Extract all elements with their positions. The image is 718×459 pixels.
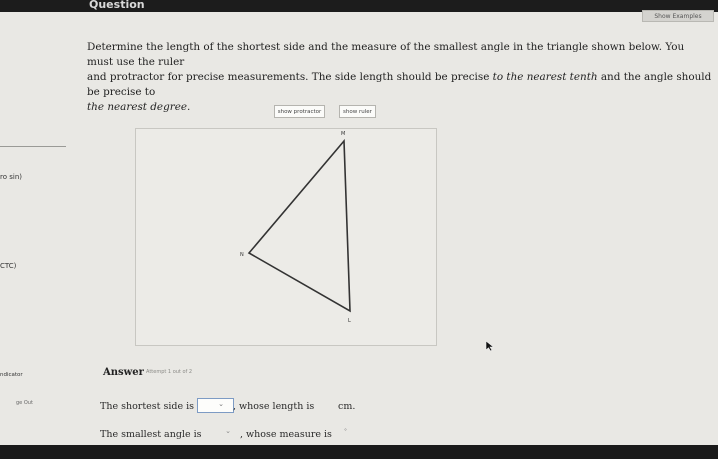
prompt-line (87, 70, 712, 100)
triangle-figure (136, 129, 438, 347)
prompt-line (87, 100, 712, 115)
vertex-label-m: M (341, 131, 346, 137)
side-unit-text: cm. (338, 401, 356, 412)
angle-middle-text: , whose measure is (240, 429, 332, 440)
shortest-side-select[interactable] (197, 398, 234, 413)
question-prompt (87, 40, 712, 115)
show-examples-button[interactable]: Show Examples (642, 10, 714, 22)
smallest-angle-select[interactable] (200, 427, 237, 441)
show-protractor-button[interactable]: show protractor (274, 105, 325, 118)
bottom-bar (0, 445, 718, 459)
prompt-text: and protractor for precise measurements. The side length should be precise (87, 71, 493, 83)
drawing-canvas[interactable] (135, 128, 437, 346)
triangle-shape (249, 141, 350, 311)
side-middle-text: , whose length is (233, 401, 315, 412)
sidebar-label: ro sin) (0, 173, 22, 181)
vertex-label-l: L (348, 318, 351, 324)
sidebar-label: ndicator (0, 372, 23, 378)
prompt-emphasis: to the nearest tenth (492, 71, 598, 83)
attempt-counter: Attempt 1 out of 2 (146, 369, 193, 375)
sidebar-divider (0, 146, 66, 147)
show-ruler-button[interactable]: show ruler (339, 105, 376, 118)
angle-measure-input[interactable] (330, 427, 368, 441)
sidebar-label: CTC) (0, 262, 17, 270)
answer-heading: Answer (103, 367, 144, 378)
chevron-down-icon: ⌄ (218, 400, 224, 408)
page-title: Question (89, 0, 145, 11)
vertex-label-n: N (240, 252, 244, 258)
sidebar-label: ge Out (16, 400, 33, 406)
prompt-text: and the angle should be precise to (87, 71, 712, 98)
chevron-down-icon: ⌄ (225, 427, 231, 435)
side-length-input[interactable] (311, 399, 335, 413)
side-prefix-text: The shortest side is (100, 401, 195, 412)
angle-prefix-text: The smallest angle is (100, 429, 202, 440)
top-bar (0, 0, 718, 12)
prompt-emphasis: the nearest degree. (87, 101, 191, 113)
mouse-cursor-icon (485, 340, 495, 352)
degree-symbol: ° (344, 428, 347, 435)
prompt-line: Determine the length of the shortest side and the measure of the smallest angle in the triangle shown below. You must use the ruler (87, 41, 685, 68)
